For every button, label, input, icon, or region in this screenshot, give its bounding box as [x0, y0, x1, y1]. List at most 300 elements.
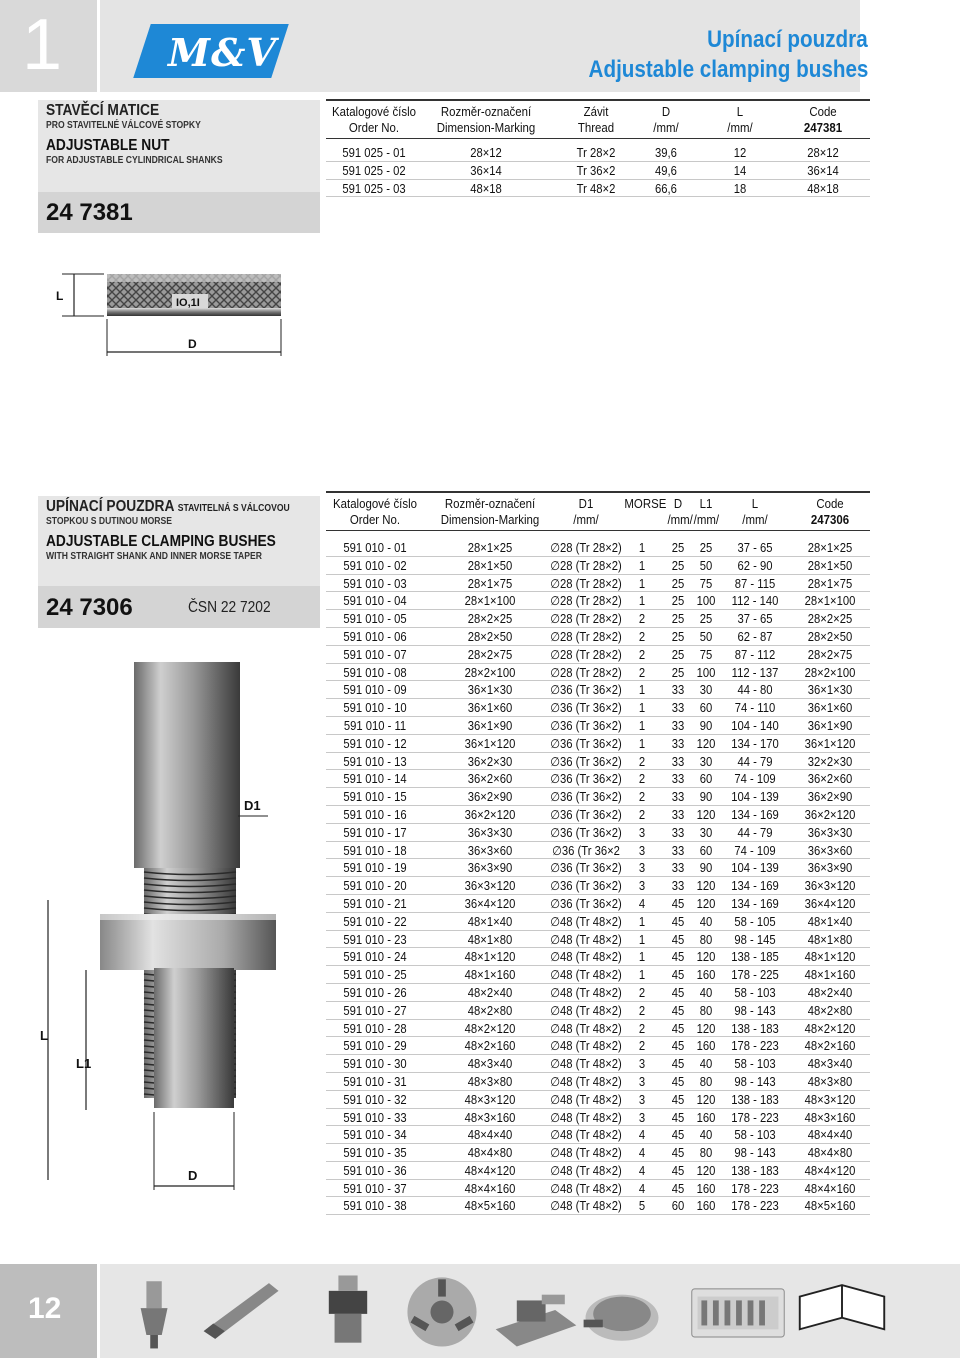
section2-label-cz-small: STAVITELNÁ S VÁLCOVOU: [177, 503, 290, 514]
table-cell: 48×5×160: [464, 1199, 516, 1214]
table-cell: 37 - 65: [737, 541, 773, 555]
table-cell: ∅36 (Tr 36×2): [550, 807, 622, 822]
table-cell: 48×3×40: [807, 1057, 853, 1072]
bush-table-header-cell: Rozměr-označení Dimension-Marking: [440, 496, 540, 527]
section2-label-cz-text: UPÍNACÍ POUZDRA: [46, 498, 174, 515]
table-cell: ∅36 (Tr 36×2): [550, 701, 622, 716]
table-cell: 45: [671, 1003, 685, 1018]
table-row: [326, 948, 870, 966]
table-cell: 12: [733, 146, 747, 160]
table-cell: 45: [671, 1128, 685, 1143]
table-cell: 3: [638, 1074, 646, 1089]
table-cell: 36×3×60: [467, 843, 513, 858]
table-cell: ∅48 (Tr 48×2): [550, 1146, 622, 1161]
table-cell: 36×2×60: [807, 772, 853, 787]
table-cell: 48×2×80: [807, 1003, 853, 1018]
table-cell: 36×14: [807, 163, 839, 178]
table-cell: 33: [671, 861, 685, 876]
table-cell: 1: [638, 683, 646, 698]
table-cell: 48×2×80: [467, 1003, 513, 1018]
table-row: [326, 1002, 870, 1020]
table-cell: 25: [671, 594, 685, 609]
page-title-en: Adjustable clamping bushes: [588, 56, 868, 83]
table-cell: 48×2×160: [464, 1039, 516, 1054]
table-row: [326, 1073, 870, 1091]
table-cell: 591 010 - 28: [343, 1021, 407, 1036]
table-cell: 36×2×30: [467, 754, 513, 769]
table-cell: 45: [671, 1057, 685, 1072]
table-cell: 98 - 145: [734, 932, 776, 947]
table-cell: 33: [671, 879, 685, 894]
table-cell: 36×1×30: [467, 683, 513, 698]
table-cell: 2: [638, 629, 646, 644]
tool-holder-icon: [108, 1270, 204, 1352]
section1-sub-cz: PRO STAVITELNÉ VÁLCOVÉ STOPKY: [46, 120, 201, 131]
table-cell: 1: [638, 968, 646, 983]
adjustable-nut-drawing: [52, 264, 292, 364]
table-cell: 104 - 139: [731, 790, 779, 805]
section2-code-row: [38, 586, 320, 628]
table-cell: 3: [638, 843, 646, 858]
table-cell: 591 010 - 03: [343, 576, 407, 591]
page-title-cz: Upínací pouzdra: [707, 26, 868, 53]
table-cell: 25: [671, 629, 685, 644]
table-cell: 48×5×160: [804, 1199, 856, 1214]
table-cell: 45: [671, 1074, 685, 1089]
table-cell: 36×2×90: [467, 790, 513, 805]
table-cell: 36×3×120: [804, 879, 856, 894]
table-cell: 591 010 - 04: [343, 594, 407, 609]
bush-dim-l: L: [40, 1028, 48, 1043]
table-cell: ∅48 (Tr 48×2): [550, 1110, 622, 1125]
table-cell: 48×3×40: [467, 1057, 513, 1072]
bush-table: [326, 491, 870, 1215]
table-cell: 33: [671, 807, 685, 822]
table-cell: ∅48 (Tr 48×2): [550, 1199, 622, 1214]
table-row: [326, 788, 870, 806]
table-cell: 178 - 223: [731, 1199, 779, 1214]
table-cell: 138 - 185: [731, 950, 779, 965]
table-cell: 48×4×160: [804, 1181, 856, 1196]
table-cell: ∅28 (Tr 28×2): [550, 665, 622, 680]
table-row: [326, 592, 870, 610]
table-cell: 28×2×50: [807, 629, 853, 644]
table-cell: 18: [733, 181, 747, 196]
table-row: [326, 539, 870, 557]
table-cell: 36×1×30: [807, 683, 853, 698]
table-cell: 178 - 223: [731, 1181, 779, 1196]
table-cell: ∅36 (Tr 36×2): [550, 736, 622, 751]
table-cell: 28×1×50: [807, 558, 853, 573]
table-cell: 33: [671, 790, 685, 805]
table-cell: 36×3×30: [467, 825, 513, 840]
table-cell: 591 010 - 07: [343, 647, 407, 662]
table-cell: 2: [638, 1039, 646, 1054]
section2-code: 24 7306: [46, 594, 133, 621]
table-cell: 33: [671, 718, 685, 733]
table-row: [326, 180, 870, 198]
chapter-number: 1: [22, 5, 63, 85]
table-row: [326, 610, 870, 628]
table-cell: 66,6: [655, 181, 677, 196]
table-cell: 36×3×60: [807, 843, 853, 858]
table-cell: 591 025 - 01: [342, 146, 406, 160]
table-row: [326, 664, 870, 682]
table-cell: 45: [671, 1039, 685, 1054]
table-cell: 37 - 65: [737, 612, 773, 627]
table-cell: 1: [638, 718, 646, 733]
section2-sub-cz: STOPKOU S DUTINOU MORSE: [46, 516, 172, 527]
table-cell: 134 - 169: [731, 896, 779, 911]
table-cell: 48×3×120: [804, 1092, 856, 1107]
table-cell: 45: [671, 1181, 685, 1196]
table-cell: 48×18: [470, 181, 502, 196]
table-cell: 45: [671, 968, 685, 983]
table-cell: 87 - 115: [734, 576, 776, 591]
table-cell: 36×3×120: [464, 879, 516, 894]
section1-label-en: ADJUSTABLE NUT: [46, 137, 170, 154]
table-cell: 28×2×25: [807, 612, 853, 627]
table-cell: 58 - 103: [734, 1057, 776, 1072]
table-cell: 591 010 - 01: [343, 541, 407, 555]
table-cell: 591 010 - 33: [343, 1110, 407, 1125]
table-cell: 1: [638, 558, 646, 573]
table-cell: 591 010 - 25: [343, 968, 407, 983]
table-cell: 36×1×120: [464, 736, 516, 751]
bush-table-header-cell: D1 /mm/: [573, 496, 599, 527]
table-cell: 591 010 - 23: [343, 932, 407, 947]
table-cell: 48×2×40: [467, 985, 513, 1000]
table-cell: 45: [671, 950, 685, 965]
table-cell: 4: [638, 896, 646, 911]
table-cell: 60: [671, 1199, 685, 1214]
table-cell: 40: [699, 1057, 713, 1072]
table-cell: 48×1×120: [464, 950, 516, 965]
table-cell: 45: [671, 1163, 685, 1178]
table-cell: ∅36 (Tr 36×2): [550, 718, 622, 733]
table-cell: 45: [671, 914, 685, 929]
table-cell: ∅36 (Tr 36×2): [550, 879, 622, 894]
rotary-table-icon: [574, 1270, 670, 1352]
table-cell: 591 010 - 11: [343, 718, 407, 733]
table-cell: ∅48 (Tr 48×2): [550, 1074, 622, 1089]
table-cell: 3: [638, 861, 646, 876]
table-cell: 591 010 - 36: [343, 1163, 407, 1178]
table-row: [326, 575, 870, 593]
table-cell: 98 - 143: [734, 1146, 776, 1161]
table-row: [326, 557, 870, 575]
table-cell: 3: [638, 1092, 646, 1107]
table-cell: 4: [638, 1128, 646, 1143]
table-cell: 33: [671, 736, 685, 751]
collet-chuck-icon: [300, 1270, 396, 1352]
table-cell: 28×1×75: [467, 576, 513, 591]
bush-table-header: [326, 491, 870, 531]
table-cell: 25: [671, 665, 685, 680]
table-cell: 591 010 - 02: [343, 558, 407, 573]
table-cell: 591 010 - 37: [343, 1181, 407, 1196]
table-cell: 98 - 143: [734, 1003, 776, 1018]
table-cell: 25: [671, 647, 685, 662]
catalog-book-icon: [794, 1270, 890, 1352]
table-cell: 112 - 140: [731, 594, 779, 609]
table-cell: 178 - 225: [731, 968, 779, 983]
table-cell: 44 - 80: [737, 683, 773, 698]
table-cell: 90: [699, 718, 713, 733]
table-cell: 36×1×120: [804, 736, 856, 751]
table-cell: 25: [699, 612, 713, 627]
table-cell: 36×4×120: [804, 896, 856, 911]
section1-label-cz: STAVĚCÍ MATICE: [46, 102, 160, 119]
chapter-box: [0, 0, 97, 92]
table-cell: 178 - 223: [731, 1110, 779, 1125]
table-cell: 591 010 - 29: [343, 1039, 407, 1054]
table-cell: 28×1×25: [807, 541, 853, 555]
bush-table-header-cell: L /mm/: [742, 496, 768, 527]
table-row: [326, 859, 870, 877]
table-cell: 60: [699, 701, 713, 716]
table-cell: 591 010 - 16: [343, 807, 407, 822]
nut-table: [326, 99, 870, 197]
table-cell: 591 010 - 10: [343, 701, 407, 716]
table-row: [326, 717, 870, 735]
table-cell: 45: [671, 932, 685, 947]
table-cell: 48×4×120: [464, 1163, 516, 1178]
bush-table-header-cell: Katalogové číslo Order No.: [333, 496, 417, 527]
table-cell: 36×1×90: [807, 718, 853, 733]
table-cell: 48×2×40: [807, 985, 853, 1000]
clamping-bush-drawing: [38, 660, 278, 1200]
table-cell: ∅28 (Tr 28×2): [550, 647, 622, 662]
table-row: [326, 735, 870, 753]
morse-sleeve-icon: [196, 1270, 292, 1352]
section1-code: 24 7381: [46, 199, 133, 226]
table-cell: 36×2×60: [467, 772, 513, 787]
table-row: [326, 842, 870, 860]
table-cell: 138 - 183: [731, 1163, 779, 1178]
nut-inner-label: IO,1I: [176, 297, 200, 309]
table-cell: 75: [699, 576, 713, 591]
table-cell: 28×1×25: [467, 541, 513, 555]
table-cell: 591 010 - 21: [343, 896, 407, 911]
table-cell: 28×2×100: [804, 665, 856, 680]
table-cell: 48×4×120: [804, 1163, 856, 1178]
table-cell: 3: [638, 1110, 646, 1125]
table-cell: 591 010 - 14: [343, 772, 407, 787]
table-cell: 591 010 - 05: [343, 612, 407, 627]
table-cell: 36×1×60: [467, 701, 513, 716]
table-cell: 3: [638, 825, 646, 840]
table-cell: 36×3×90: [807, 861, 853, 876]
table-cell: 5: [638, 1199, 646, 1214]
table-cell: 591 010 - 09: [343, 683, 407, 698]
table-row: [326, 628, 870, 646]
table-cell: ∅36 (Tr 36×2): [550, 825, 622, 840]
table-cell: 2: [638, 807, 646, 822]
table-cell: 48×4×160: [464, 1181, 516, 1196]
table-cell: 112 - 137: [731, 665, 779, 680]
bush-lower-shank: [154, 968, 234, 1108]
section2-sub-en: WITH STRAIGHT SHANK AND INNER MORSE TAPER: [46, 551, 262, 562]
table-cell: 25: [671, 612, 685, 627]
table-cell: ∅48 (Tr 48×2): [550, 1181, 622, 1196]
table-cell: 48×1×40: [807, 914, 853, 929]
table-cell: 2: [638, 754, 646, 769]
table-cell: 591 010 - 12: [343, 736, 407, 751]
nut-table-header-cell: Rozměr-označení Dimension-Marking: [436, 104, 536, 135]
table-cell: ∅36 (Tr 36×2): [550, 790, 622, 805]
table-cell: 591 010 - 32: [343, 1092, 407, 1107]
table-cell: 48×3×80: [807, 1074, 853, 1089]
table-cell: 591 010 - 06: [343, 629, 407, 644]
table-cell: 25: [699, 541, 713, 555]
nut-table-header-cell: Code 247381: [803, 104, 843, 135]
table-cell: 160: [696, 1181, 716, 1196]
table-cell: 591 010 - 08: [343, 665, 407, 680]
bush-dim-d: D: [188, 1168, 198, 1183]
table-cell: 28×2×25: [467, 612, 513, 627]
table-cell: ∅28 (Tr 28×2): [550, 612, 622, 627]
table-cell: ∅48 (Tr 48×2): [550, 1163, 622, 1178]
table-cell: 100: [696, 594, 716, 609]
table-cell: 32×2×30: [807, 754, 853, 769]
table-cell: 33: [671, 683, 685, 698]
table-cell: 591 010 - 27: [343, 1003, 407, 1018]
table-cell: 30: [699, 825, 713, 840]
table-cell: 28×1×50: [467, 558, 513, 573]
table-cell: 591 010 - 18: [343, 843, 407, 858]
table-cell: 120: [696, 807, 716, 822]
bush-table-header-cell: Code 247306: [810, 496, 850, 527]
table-row: [326, 144, 870, 162]
table-cell: 160: [696, 1039, 716, 1054]
table-cell: 40: [699, 985, 713, 1000]
table-row: [326, 1197, 870, 1215]
table-cell: 80: [699, 1146, 713, 1161]
table-cell: 33: [671, 701, 685, 716]
table-row: [326, 162, 870, 180]
table-cell: 45: [671, 1092, 685, 1107]
table-cell: ∅36 (Tr 36×2): [550, 683, 622, 698]
table-cell: 48×2×120: [804, 1021, 856, 1036]
table-cell: 28×1×75: [807, 576, 853, 591]
table-row: [326, 984, 870, 1002]
table-row: [326, 1144, 870, 1162]
tool-case-icon: [686, 1270, 790, 1352]
table-cell: ∅48 (Tr 48×2): [550, 950, 622, 965]
table-cell: 48×4×80: [467, 1146, 513, 1161]
table-cell: 45: [671, 1110, 685, 1125]
table-cell: ∅28 (Tr 28×2): [550, 558, 622, 573]
table-cell: ∅28 (Tr 28×2): [550, 629, 622, 644]
table-cell: 2: [638, 612, 646, 627]
table-cell: 100: [696, 665, 716, 680]
section1-code-row: [38, 192, 320, 233]
table-cell: ∅36 (Tr 36×2: [552, 843, 620, 858]
nut-table-header-cell: D /mm/: [653, 104, 679, 135]
table-row: [326, 770, 870, 788]
bush-upper-shank: [134, 662, 240, 868]
table-cell: 36×3×30: [807, 825, 853, 840]
table-cell: 28×2×75: [807, 647, 853, 662]
table-cell: 74 - 110: [734, 701, 776, 716]
table-cell: 1: [638, 594, 646, 609]
table-cell: 591 010 - 35: [343, 1146, 407, 1161]
table-cell: 60: [699, 772, 713, 787]
table-row: [326, 1180, 870, 1198]
table-cell: 74 - 109: [734, 843, 776, 858]
table-cell: 25: [671, 558, 685, 573]
table-cell: 50: [699, 558, 713, 573]
table-row: [326, 646, 870, 664]
table-row: [326, 895, 870, 913]
table-cell: 28×2×75: [467, 647, 513, 662]
bush-table-header-cell: D /mm/: [667, 496, 693, 527]
nut-table-header: [326, 99, 870, 139]
table-cell: ∅48 (Tr 48×2): [550, 1092, 622, 1107]
nut-table-header-cell: Závit Thread: [577, 104, 615, 135]
bush-table-header-cell: L1 /mm/: [693, 496, 720, 527]
table-cell: 48×3×160: [804, 1110, 856, 1125]
table-cell: 48×3×160: [464, 1110, 516, 1125]
brand-logo: [142, 24, 280, 78]
table-cell: ∅36 (Tr 36×2): [550, 754, 622, 769]
table-cell: 134 - 170: [731, 736, 779, 751]
table-cell: 25: [671, 541, 685, 555]
table-cell: 1: [638, 736, 646, 751]
table-row: [326, 1109, 870, 1127]
table-cell: ∅48 (Tr 48×2): [550, 1021, 622, 1036]
table-cell: 30: [699, 754, 713, 769]
table-row: [326, 806, 870, 824]
table-cell: 33: [671, 754, 685, 769]
table-row: [326, 824, 870, 842]
table-cell: 90: [699, 861, 713, 876]
table-cell: 98 - 143: [734, 1074, 776, 1089]
table-cell: 120: [696, 950, 716, 965]
table-cell: ∅28 (Tr 28×2): [550, 594, 622, 609]
table-cell: 28×2×100: [464, 665, 516, 680]
table-cell: 80: [699, 932, 713, 947]
table-row: [326, 753, 870, 771]
table-cell: ∅28 (Tr 28×2): [550, 541, 622, 555]
table-cell: 1: [638, 950, 646, 965]
lathe-chuck-icon: [394, 1270, 490, 1352]
table-cell: 58 - 103: [734, 1128, 776, 1143]
section2-standard: ČSN 22 7202: [188, 599, 271, 616]
table-cell: 48×1×120: [804, 950, 856, 965]
table-cell: 4: [638, 1181, 646, 1196]
table-cell: 1: [638, 541, 646, 555]
table-cell: 134 - 169: [731, 879, 779, 894]
page-number: 12: [28, 1292, 62, 1325]
table-row: [326, 1055, 870, 1073]
table-cell: 45: [671, 1146, 685, 1161]
nut-table-header-cell: Katalogové číslo Order No.: [332, 104, 416, 135]
table-cell: 28×2×50: [467, 629, 513, 644]
table-cell: 160: [696, 968, 716, 983]
table-cell: ∅48 (Tr 48×2): [550, 1039, 622, 1054]
table-cell: 90: [699, 790, 713, 805]
table-cell: 120: [696, 1163, 716, 1178]
table-cell: 74 - 109: [734, 772, 776, 787]
table-cell: 3: [638, 879, 646, 894]
nut-dim-l: L: [56, 289, 64, 303]
table-cell: 1: [638, 576, 646, 591]
table-cell: 591 010 - 13: [343, 754, 407, 769]
table-cell: ∅36 (Tr 36×2): [550, 861, 622, 876]
table-cell: ∅48 (Tr 48×2): [550, 1128, 622, 1143]
